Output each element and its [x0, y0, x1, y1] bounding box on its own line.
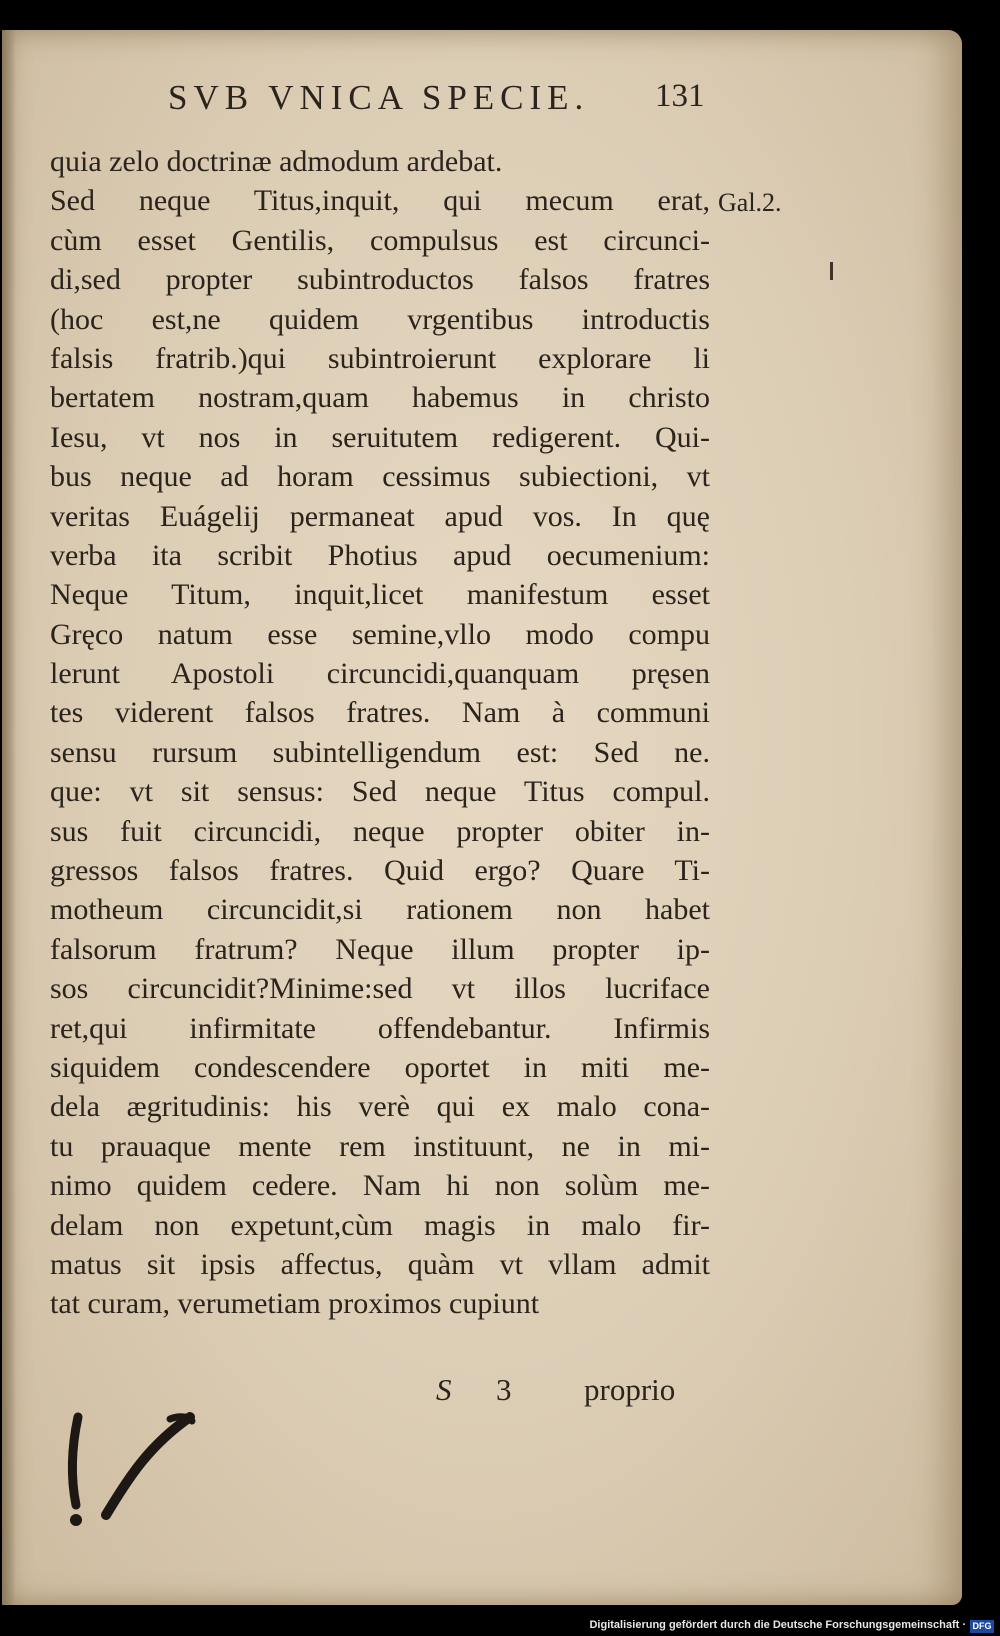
text-line: matus sit ipsis affectus, quàm vt vllam admit	[50, 1247, 710, 1281]
text-line: di,sed propter subintroductos falsos fratres	[50, 263, 710, 297]
text-line: nimo quidem cedere. Nam hi non solùm me-	[50, 1169, 710, 1203]
text-line: bus neque ad horam cessimus subiectioni, vt	[50, 460, 710, 494]
signature-mark: S	[436, 1372, 452, 1407]
text-line: bertatem nostram,quam habemus in christo	[50, 381, 710, 415]
margin-note: Gal.2.	[718, 188, 782, 217]
text-line: Sed neque Titus,inquit, qui mecum erat,	[50, 184, 710, 218]
page-number: 131	[655, 78, 705, 114]
text-line: cùm esset Gentilis, compulsus est circunci-	[50, 223, 710, 257]
text-line: Neque Titum, inquit,licet manifestum esset	[50, 578, 710, 612]
text-line: Gręco natum esse semine,vllo modo compu	[50, 617, 710, 651]
text-line: gressos falsos fratres. Quid ergo? Quare Ti-	[50, 854, 710, 888]
text-line: dela ægritudinis: his verè qui ex malo cona-	[50, 1090, 710, 1124]
catchword: proprio	[584, 1372, 676, 1407]
text-line: falsorum fratrum? Neque illum propter ip-	[50, 932, 710, 966]
text-line: quia zelo doctrinæ admodum ardebat.	[50, 145, 503, 178]
footer-credit: Digitalisierung gefördert durch die Deutsche Forschungsgemeinschaft ·	[589, 1619, 966, 1631]
text-line: lerunt Apostoli circuncidi,quanquam pręsen	[50, 657, 710, 691]
text-line: que: vt sit sensus: Sed neque Titus compul.	[50, 775, 710, 809]
page-gutter-shadow	[2, 30, 16, 1605]
text-line: motheum circuncidit,si rationem non habet	[50, 893, 710, 927]
running-head: SVB VNICA SPECIE.	[168, 78, 590, 117]
text-line: tu prauaque mente rem instituunt, ne in mi-	[50, 1129, 710, 1163]
text-line: (hoc est,ne quidem vrgentibus introductis	[50, 302, 710, 336]
text-line: falsis fratrib.)qui subintroierunt explorare li	[50, 341, 710, 375]
text-line: tat curam, verumetiam proximos cupiunt	[50, 1287, 540, 1321]
text-line: Iesu, vt nos in seruitutem redigerent. Qui-	[50, 420, 710, 454]
margin-mark	[830, 262, 833, 280]
text-line: sus fuit circuncidi, neque propter obiter in-	[50, 814, 710, 848]
ink-stamp-mark	[60, 1405, 210, 1535]
text-line: veritas Euágelij permaneat apud vos. In quę	[50, 499, 710, 533]
text-line: tes viderent falsos fratres. Nam à communi	[50, 696, 710, 730]
text-line: sos circuncidit?Minime:sed vt illos lucriface	[50, 972, 710, 1006]
body-text	[50, 142, 710, 1324]
page-header	[158, 78, 705, 138]
text-line: siquidem condescendere oportet in miti me-	[50, 1050, 710, 1084]
text-line: ret,qui infirmitate offendebantur. Infirmis	[50, 1011, 710, 1045]
text-line: sensu rursum subintelligendum est: Sed ne.	[50, 735, 710, 769]
signature-number: 3	[496, 1372, 512, 1407]
text-line: verba ita scribit Photius apud oecumenium:	[50, 538, 710, 572]
dfg-logo: DFG	[970, 1620, 994, 1633]
text-line: delam non expetunt,cùm magis in malo fir-	[50, 1208, 710, 1242]
